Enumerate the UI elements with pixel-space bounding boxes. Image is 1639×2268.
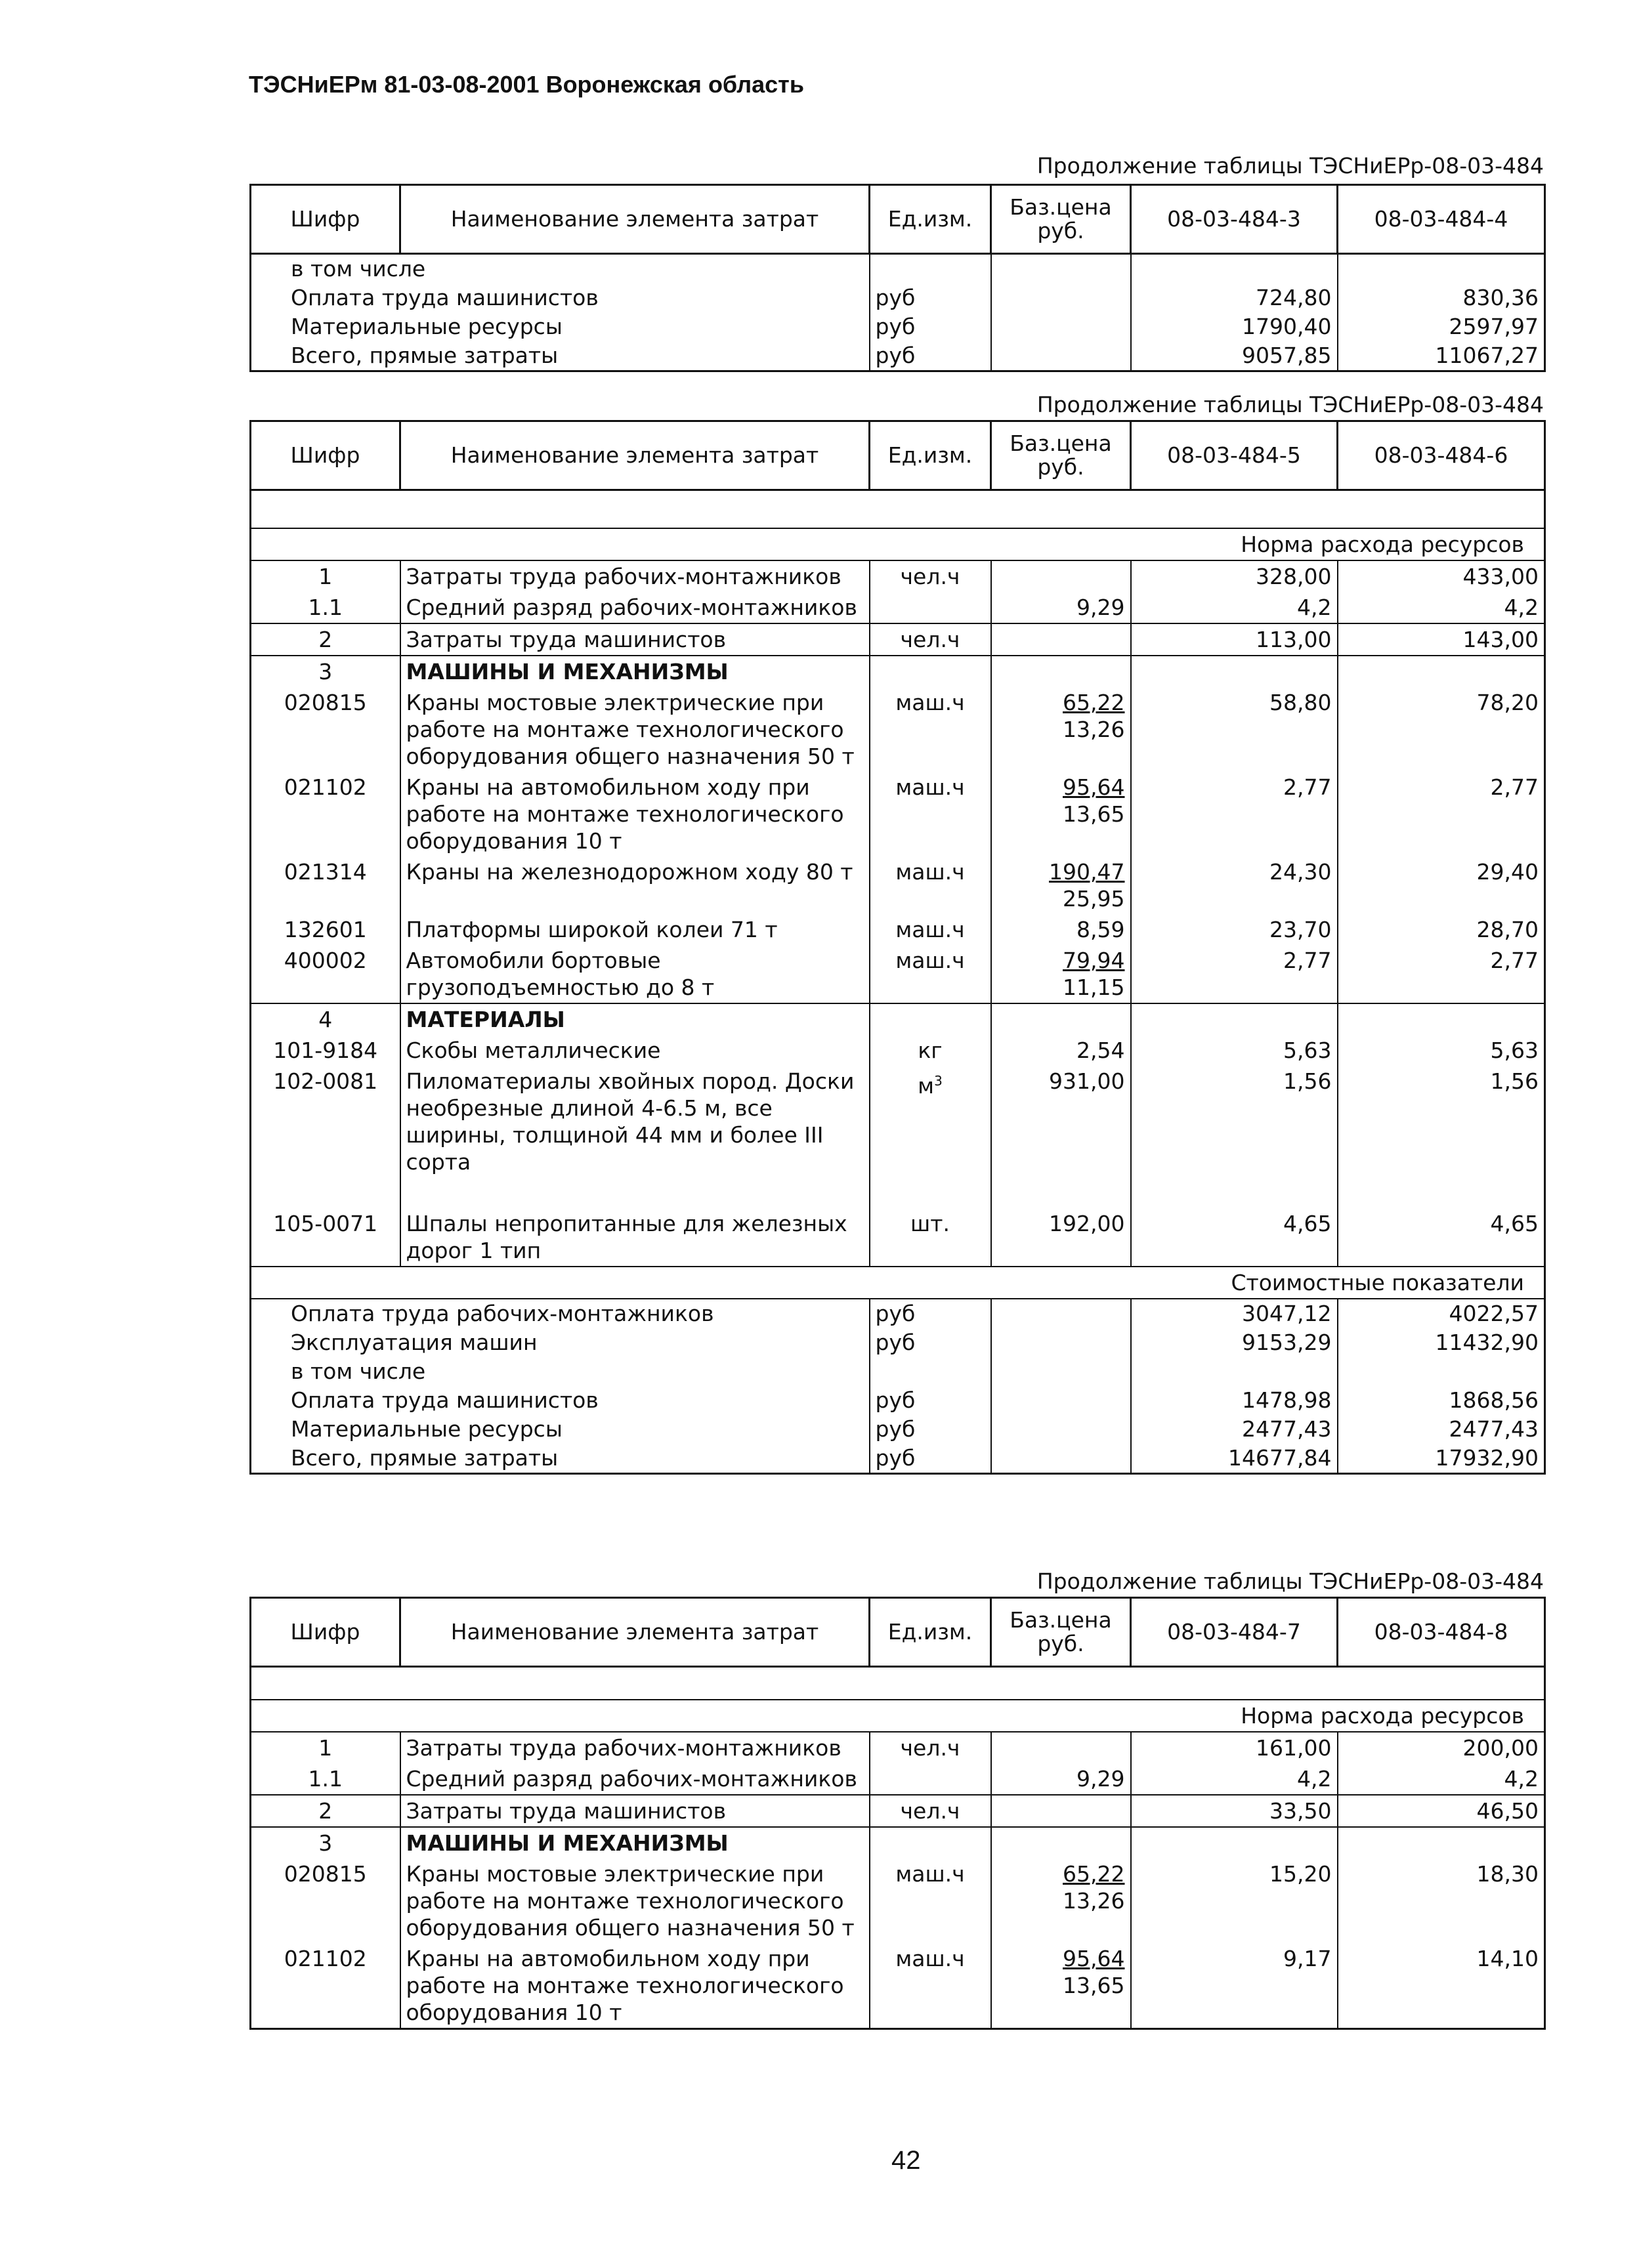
table-row: 101-9184 Скобы металлические кг 2,54 5,63 5,63 (251, 1035, 1545, 1066)
table-row: 020815 Краны мостовые электрические при работе на монтаже технологического оборудования общего назначения 50 т маш.ч $\frac{65,22}{13,26}$ 58,80 78,20 (251, 687, 1545, 772)
table-row: в том числе (251, 254, 1545, 284)
header-price: Баз.цена руб. (991, 185, 1131, 254)
table-row: 2 Затраты труда машинистов чел.ч 113,00 143,00 (251, 623, 1545, 656)
header-price: Баз.цена руб. (991, 421, 1131, 490)
header-col-b: 08-03-484-4 (1338, 185, 1545, 254)
table-row: 4 МАТЕРИАЛЫ (251, 1003, 1545, 1035)
header-name: Наименование элемента затрат (400, 185, 870, 254)
table-row: Оплата труда машинистов руб 724,80 830,36 (251, 284, 1545, 312)
norm-label: Норма расхода ресурсов (251, 1700, 1545, 1732)
table-row: Оплата труда машинистов руб 1478,98 1868,56 (251, 1386, 1545, 1415)
table-row: Всего, прямые затраты руб 14677,84 17932,90 (251, 1444, 1545, 1474)
table-row: 400002 Автомобили бортовые грузоподъемностью до 8 т маш.ч $\frac{79,94}{11,15}$ 2,77 2,77 (251, 945, 1545, 1003)
header-col-b: 08-03-484-8 (1338, 1598, 1545, 1667)
table-1 (249, 184, 1546, 372)
table-row: Оплата труда рабочих-монтажников руб 3047,12 4022,57 (251, 1299, 1545, 1328)
table-row: Всего, прямые затраты руб 9057,85 11067,27 (251, 341, 1545, 371)
table-row: 1 Затраты труда рабочих-монтажников чел.ч 161,00 200,00 (251, 1732, 1545, 1763)
table-row: 2 Затраты труда машинистов чел.ч 33,50 46,50 (251, 1795, 1545, 1827)
table-row: 1 Затраты труда рабочих-монтажников чел.ч 328,00 433,00 (251, 560, 1545, 592)
table-row: 132601 Платформы широкой колеи 71 т маш.ч 8,59 23,70 28,70 (251, 914, 1545, 945)
header-code: Шифр (251, 185, 400, 254)
page-number: 42 (891, 2146, 921, 2175)
table-2 (249, 420, 1546, 1475)
table-row: 3 МАШИНЫ И МЕХАНИЗМЫ (251, 656, 1545, 687)
header-code: Шифр (251, 421, 400, 490)
header-name: Наименование элемента затрат (400, 421, 870, 490)
table-row: в том числе (251, 1357, 1545, 1386)
table-row: 020815 Краны мостовые электрические при работе на монтаже технологического оборудования общего назначения 50 т маш.ч $\frac{65,22}{13,26}$ 15,20 18,30 (251, 1858, 1545, 1943)
norm-label: Норма расхода ресурсов (251, 528, 1545, 560)
header-col-a: 08-03-484-7 (1131, 1598, 1338, 1667)
table-row: 3 МАШИНЫ И МЕХАНИЗМЫ (251, 1827, 1545, 1858)
table-caption: Продолжение таблицы ТЭСНиЕРр-08-03-484 (1036, 153, 1544, 178)
table-row: 105-0071 Шпалы непропитанные для железных дорог 1 тип шт. 192,00 4,65 4,65 (251, 1208, 1545, 1267)
table-row: 021314 Краны на железнодорожном ходу 80 т маш.ч $\frac{190,47}{25,95}$ 24,30 29,40 (251, 856, 1545, 914)
header-unit: Ед.изм. (870, 421, 991, 490)
table-row: Эксплуатация машин руб 9153,29 11432,90 (251, 1328, 1545, 1357)
header-col-a: 08-03-484-3 (1131, 185, 1338, 254)
table-3 (249, 1597, 1546, 2030)
header-unit: Ед.изм. (870, 185, 991, 254)
table-row: 1.1 Средний разряд рабочих-монтажников 9,29 4,2 4,2 (251, 1763, 1545, 1795)
table-row: 021102 Краны на автомобильном ходу при работе на монтаже технологического оборудования 10 т маш.ч $\frac{95,64}{13,65}$ 9,17 14,10 (251, 1943, 1545, 2029)
table-row: 102-0081 Пиломатериалы хвойных пород. Доски необрезные длиной 4-6.5 м, все ширины, толщиной 44 мм и более III сорта $м^3$ 931,00 1,56 1,56 (251, 1066, 1545, 1208)
table-caption: Продолжение таблицы ТЭСНиЕРр-08-03-484 (1036, 1568, 1544, 1594)
header-col-a: 08-03-484-5 (1131, 421, 1338, 490)
cost-label: Стоимостные показатели (251, 1267, 1545, 1299)
table-row: 021102 Краны на автомобильном ходу при работе на монтаже технологического оборудования 10 т маш.ч $\frac{95,64}{13,65}$ 2,77 2,77 (251, 772, 1545, 856)
header-code: Шифр (251, 1598, 400, 1667)
table-row: 1.1 Средний разряд рабочих-монтажников 9,29 4,2 4,2 (251, 592, 1545, 623)
header-name: Наименование элемента затрат (400, 1598, 870, 1667)
table-caption: Продолжение таблицы ТЭСНиЕРр-08-03-484 (1036, 392, 1544, 417)
header-price: Баз.цена руб. (991, 1598, 1131, 1667)
page-header: ТЭСНиЕРм 81-03-08-2001 Воронежская область (249, 71, 804, 98)
table-row: Материальные ресурсы руб 1790,40 2597,97 (251, 312, 1545, 341)
header-col-b: 08-03-484-6 (1338, 421, 1545, 490)
header-unit: Ед.изм. (870, 1598, 991, 1667)
table-row: Материальные ресурсы руб 2477,43 2477,43 (251, 1415, 1545, 1444)
